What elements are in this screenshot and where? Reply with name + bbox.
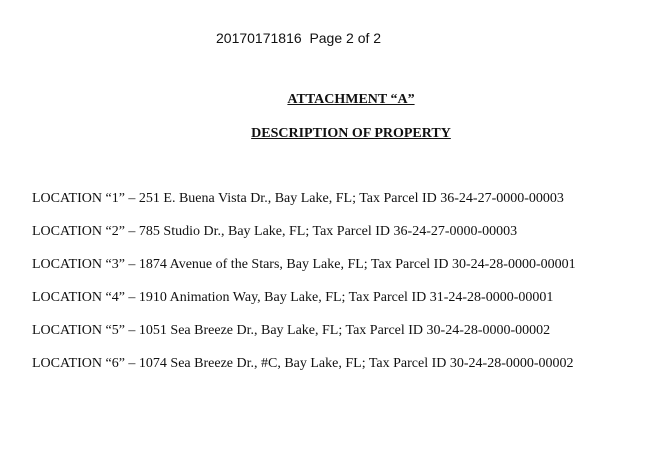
page-number: Page 2 of 2	[309, 30, 382, 46]
page-header	[216, 30, 381, 46]
description-title: DESCRIPTION OF PROPERTY	[251, 126, 451, 141]
document-number: 20170171816	[216, 30, 302, 46]
location-item-3: LOCATION “3” – 1874 Avenue of the Stars, Bay Lake, FL; Tax Parcel ID 30-24-28-0000-00001	[32, 257, 576, 272]
location-item-6: LOCATION “6” – 1074 Sea Breeze Dr., #C, Bay Lake, FL; Tax Parcel ID 30-24-28-0000-00002	[32, 356, 574, 371]
location-item-5: LOCATION “5” – 1051 Sea Breeze Dr., Bay Lake, FL; Tax Parcel ID 30-24-28-0000-00002	[32, 323, 551, 338]
location-item-1: LOCATION “1” – 251 E. Buena Vista Dr., Bay Lake, FL; Tax Parcel ID 36-24-27-0000-00003	[32, 191, 564, 206]
location-item-4: LOCATION “4” – 1910 Animation Way, Bay Lake, FL; Tax Parcel ID 31-24-28-0000-00001	[32, 290, 554, 305]
location-list	[32, 190, 656, 388]
attachment-title: ATTACHMENT “A”	[287, 92, 415, 107]
location-item-2: LOCATION “2” – 785 Studio Dr., Bay Lake, FL; Tax Parcel ID 36-24-27-0000-00003	[32, 224, 518, 239]
